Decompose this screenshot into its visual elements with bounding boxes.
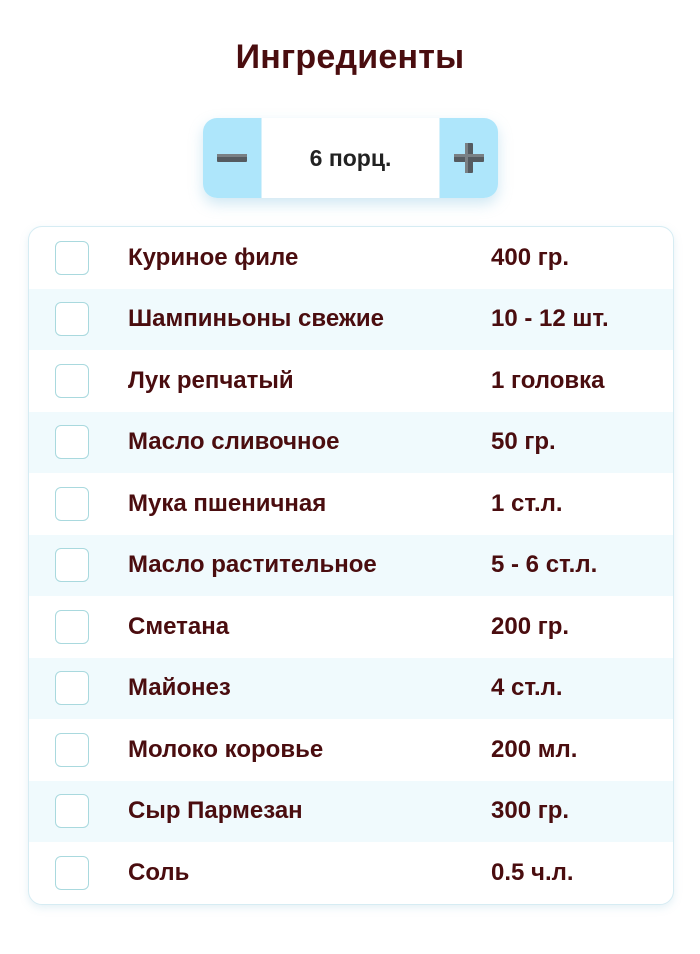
ingredient-amount: 300 гр. [491, 797, 570, 825]
ingredient-row [29, 842, 673, 904]
ingredient-amount: 200 мл. [491, 735, 578, 763]
ingredient-amount: 400 гр. [491, 243, 570, 271]
ingredient-checkbox[interactable] [55, 671, 89, 705]
ingredient-checkbox[interactable] [55, 487, 89, 521]
ingredient-row [29, 596, 673, 658]
ingredient-name: Сыр Пармезан [128, 797, 303, 825]
ingredient-row [29, 227, 673, 289]
ingredient-amount: 4 ст.л. [491, 674, 563, 702]
decrease-servings-button[interactable] [203, 118, 262, 198]
ingredient-name: Мука пшеничная [128, 489, 327, 517]
ingredient-name: Масло сливочное [128, 428, 340, 456]
ingredient-checkbox[interactable] [55, 302, 89, 336]
ingredient-checkbox[interactable] [55, 733, 89, 767]
ingredient-amount: 1 головка [491, 366, 605, 394]
servings-count: 6 порц. [309, 144, 392, 171]
ingredient-row [29, 781, 673, 843]
ingredient-row [29, 719, 673, 781]
ingredient-row [29, 350, 673, 412]
ingredient-checkbox[interactable] [55, 610, 89, 644]
ingredient-checkbox[interactable] [55, 425, 89, 459]
ingredient-amount: 10 - 12 шт. [491, 305, 609, 333]
ingredient-name: Лук репчатый [128, 366, 294, 394]
ingredient-name: Масло растительное [128, 551, 377, 579]
ingredients-list [28, 226, 674, 905]
ingredient-checkbox[interactable] [55, 856, 89, 890]
ingredient-checkbox[interactable] [55, 364, 89, 398]
ingredient-name: Молоко коровье [128, 735, 324, 763]
ingredient-checkbox[interactable] [55, 241, 89, 275]
ingredient-name: Сметана [128, 612, 230, 640]
ingredient-amount: 5 - 6 ст.л. [491, 551, 598, 579]
plus-icon [453, 142, 485, 174]
ingredient-checkbox[interactable] [55, 794, 89, 828]
ingredient-row [29, 289, 673, 351]
ingredient-row [29, 412, 673, 474]
servings-stepper [203, 118, 498, 198]
minus-icon [216, 142, 248, 174]
ingredient-name: Соль [128, 858, 190, 886]
ingredient-name: Майонез [128, 674, 231, 702]
ingredient-row [29, 473, 673, 535]
ingredient-name: Куриное филе [128, 243, 299, 271]
ingredient-amount: 50 гр. [491, 428, 556, 456]
ingredient-amount: 1 ст.л. [491, 489, 563, 517]
increase-servings-button[interactable] [439, 118, 498, 198]
ingredient-amount: 200 гр. [491, 612, 570, 640]
ingredient-name: Шампиньоны свежие [128, 305, 384, 333]
ingredient-row [29, 535, 673, 597]
ingredient-checkbox[interactable] [55, 548, 89, 582]
ingredient-row [29, 658, 673, 720]
page-title: Ингредиенты [235, 38, 465, 76]
ingredient-amount: 0.5 ч.л. [491, 858, 574, 886]
